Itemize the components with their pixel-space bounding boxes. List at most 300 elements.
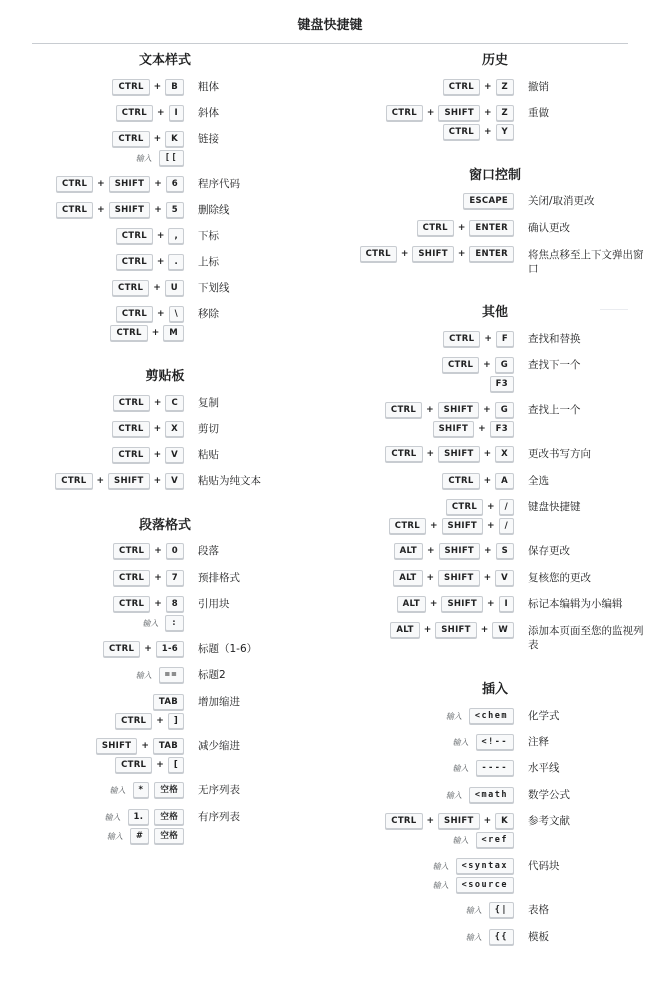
key-sym-keycap: [ — [168, 757, 184, 773]
section-title: 剪贴板 — [145, 369, 185, 384]
key-combination — [55, 473, 184, 489]
shortcut-keys — [103, 641, 184, 657]
key-combination — [385, 402, 514, 418]
shortcut-description: 预排格式 — [198, 572, 240, 584]
key-w-keycap: W — [492, 622, 514, 638]
key-sym-keycap: {| — [489, 902, 514, 918]
key-ctrl-keycap: CTRL — [110, 325, 147, 341]
key-combination — [116, 254, 184, 270]
key-f3-keycap: F3 — [490, 421, 514, 437]
key-sym-keycap: [[ — [159, 150, 184, 166]
key-i-keycap: I — [169, 105, 184, 121]
key-combination — [96, 738, 184, 754]
key-combination — [389, 518, 514, 534]
key-f3-keycap: F3 — [490, 376, 514, 392]
shortcut-description: 复制 — [198, 397, 219, 409]
input-label: 输入 — [109, 785, 126, 795]
key-combination — [113, 543, 184, 559]
shortcut-description: 将焦点移至上下文弹出窗口 — [528, 249, 644, 275]
key-alt-keycap: ALT — [397, 596, 426, 612]
key-shift-keycap: SHIFT — [433, 421, 475, 437]
shortcut-keys — [385, 402, 514, 437]
key-combination — [442, 357, 514, 373]
key-c-keycap: C — [165, 395, 184, 411]
shortcut-description: 重做 — [528, 107, 549, 119]
plus-sign: + — [457, 249, 466, 259]
shortcut-description: 关闭/取消更改 — [528, 195, 595, 207]
shortcut-description: 删除线 — [198, 204, 230, 216]
key-ctrl-keycap: CTRL — [112, 131, 149, 147]
plus-sign: + — [480, 625, 489, 635]
key-shift-keycap: SHIFT — [438, 402, 480, 418]
key-enter-keycap: ENTER — [469, 220, 514, 236]
plus-sign: + — [486, 599, 495, 609]
key-alt-keycap: ALT — [394, 543, 423, 559]
key-shift-keycap: SHIFT — [441, 596, 483, 612]
shortcut-description: 参考文献 — [528, 815, 570, 827]
key-combination — [110, 325, 184, 341]
shortcut-description: 注释 — [528, 736, 549, 748]
key-6-keycap: 6 — [166, 176, 184, 192]
input-sequence — [105, 809, 184, 825]
shortcut-description: 查找下一个 — [528, 359, 581, 371]
plus-sign: + — [96, 476, 105, 486]
shortcut-keys — [110, 306, 184, 341]
key-sym-keycap: * — [133, 782, 150, 798]
shortcut-keys — [453, 734, 514, 750]
shortcut-keys — [442, 357, 514, 392]
key-shift-keycap: SHIFT — [438, 105, 480, 121]
plus-sign: + — [487, 502, 495, 512]
key-shift-keycap: SHIFT — [439, 543, 481, 559]
shortcut-description: 上标 — [198, 256, 219, 268]
input-label: 输入 — [465, 905, 482, 915]
plus-sign: + — [97, 205, 105, 215]
plus-sign: + — [154, 546, 162, 556]
key-shift-keycap: SHIFT — [442, 518, 484, 534]
key-ctrl-keycap: CTRL — [442, 357, 479, 373]
key-5-keycap: 5 — [166, 202, 184, 218]
key-ctrl-keycap: CTRL — [443, 79, 480, 95]
shortcut-keys — [96, 738, 184, 773]
key-ctrl-keycap: CTRL — [103, 641, 140, 657]
shortcut-description: 添加本页面至您的监视列表 — [528, 625, 644, 651]
key-ref-keycap: <ref — [476, 832, 514, 848]
plus-sign: + — [154, 179, 162, 189]
key-ctrl-keycap: CTRL — [417, 220, 454, 236]
shortcut-keys — [443, 331, 514, 347]
shortcut-description: 确认更改 — [528, 222, 570, 234]
key-ctrl-keycap: CTRL — [115, 713, 152, 729]
key-sym-keycap: {{ — [489, 929, 514, 945]
shortcut-keys — [136, 667, 184, 683]
shortcut-keys — [116, 228, 184, 244]
key-ctrl-keycap: CTRL — [385, 813, 422, 829]
plus-sign: + — [483, 127, 492, 137]
key-i-keycap: I — [499, 596, 514, 612]
plus-sign: + — [156, 108, 165, 118]
key-8-keycap: 8 — [166, 596, 184, 612]
key-ctrl-keycap: CTRL — [116, 306, 153, 322]
key-ctrl-keycap: CTRL — [113, 596, 150, 612]
plus-sign: + — [400, 249, 409, 259]
input-label: 输入 — [452, 763, 469, 773]
key-combination — [115, 713, 184, 729]
plus-sign: + — [153, 134, 162, 144]
plus-sign: + — [483, 816, 492, 826]
shortcut-keys — [453, 760, 514, 776]
shortcut-keys — [446, 787, 514, 803]
input-sequence — [136, 150, 184, 166]
shortcut-description: 引用块 — [198, 598, 230, 610]
shortcut-description: 化学式 — [528, 710, 560, 722]
key-alt-keycap: ALT — [390, 622, 419, 638]
key-sym-keycap: ---- — [476, 760, 514, 776]
section-title: 插入 — [481, 682, 508, 697]
shortcut-description: 程序代码 — [198, 178, 240, 190]
key-syntax-keycap: <syntax — [456, 858, 514, 874]
key-ctrl-keycap: CTRL — [385, 446, 422, 462]
plus-sign: + — [153, 424, 162, 434]
key-shift-keycap: SHIFT — [438, 446, 480, 462]
key-shift-keycap: SHIFT — [412, 246, 454, 262]
input-label: 输入 — [432, 861, 449, 871]
key-z-keycap: Z — [496, 79, 514, 95]
key-combination — [113, 395, 184, 411]
shortcut-description: 复核您的更改 — [528, 572, 591, 584]
key-combination — [113, 570, 184, 586]
input-sequence — [446, 787, 514, 803]
key-sym-keycap: # — [130, 828, 149, 844]
shortcut-description: 数学公式 — [528, 789, 570, 801]
key-combination — [56, 202, 184, 218]
input-sequence — [453, 734, 514, 750]
plus-sign: + — [156, 231, 165, 241]
key-combination — [360, 246, 514, 262]
input-sequence — [446, 708, 514, 724]
key-sym-keycap: . — [168, 254, 184, 270]
input-label: 输入 — [432, 880, 449, 890]
key-ctrl-keycap: CTRL — [112, 421, 149, 437]
plus-sign: + — [483, 573, 492, 583]
plus-sign: + — [483, 82, 492, 92]
shortcut-description: 查找和替换 — [528, 333, 581, 345]
shortcut-description: 代码块 — [528, 860, 560, 872]
shortcut-keys — [55, 473, 184, 489]
key-a-keycap: A — [495, 473, 514, 489]
plus-sign: + — [426, 573, 435, 583]
shortcut-keys — [115, 694, 184, 729]
key-combination — [443, 124, 514, 140]
key-sym-keycap: \ — [169, 306, 184, 322]
plus-sign: + — [153, 82, 162, 92]
plus-sign: + — [156, 760, 164, 770]
plus-sign: + — [487, 521, 495, 531]
shortcut-keys — [112, 421, 184, 437]
decor-line — [600, 309, 628, 310]
shortcut-description: 键盘快捷键 — [528, 501, 581, 513]
key-ctrl-keycap: CTRL — [56, 176, 93, 192]
input-label: 输入 — [104, 812, 121, 822]
input-sequence — [433, 877, 514, 893]
shortcut-description: 模板 — [528, 931, 549, 943]
key-combination — [116, 228, 184, 244]
key-ctrl-keycap: CTRL — [116, 254, 153, 270]
plus-sign: + — [154, 205, 162, 215]
plus-sign: + — [426, 108, 435, 118]
key-sym-keycap: : — [165, 615, 184, 631]
key-k-keycap: K — [165, 131, 184, 147]
input-label: 输入 — [452, 737, 469, 747]
shortcut-keys — [112, 280, 184, 296]
key-combination — [417, 220, 514, 236]
shortcut-keys — [433, 858, 514, 893]
key-ctrl-keycap: CTRL — [442, 473, 479, 489]
plus-sign: + — [483, 449, 492, 459]
key-x-keycap: X — [165, 421, 184, 437]
key-shift-keycap: SHIFT — [109, 202, 151, 218]
plus-sign: + — [457, 223, 466, 233]
key-combination — [443, 79, 514, 95]
key-sym-keycap: / — [499, 518, 514, 534]
shortcut-keys — [112, 79, 184, 95]
shortcut-description: 有序列表 — [198, 811, 240, 823]
key-combination — [393, 570, 514, 586]
key-ctrl-keycap: CTRL — [386, 105, 423, 121]
plus-sign: + — [154, 599, 162, 609]
key-escape-keycap: ESCAPE — [463, 193, 514, 209]
input-sequence — [453, 832, 514, 848]
input-sequence — [110, 782, 184, 798]
shortcut-keys — [116, 105, 184, 121]
key-ctrl-keycap: CTRL — [389, 518, 426, 534]
key-ctrl-keycap: CTRL — [116, 228, 153, 244]
plus-sign: + — [144, 644, 152, 654]
key-combination — [397, 596, 514, 612]
shortcut-keys — [112, 447, 184, 463]
shortcut-keys — [417, 220, 514, 236]
shortcut-keys — [113, 596, 184, 631]
plus-sign: + — [151, 328, 160, 338]
plus-sign: + — [484, 334, 492, 344]
shortcut-keys — [446, 708, 514, 724]
shortcut-keys — [110, 782, 184, 798]
plus-sign: + — [483, 108, 492, 118]
plus-sign: + — [426, 405, 434, 415]
shortcut-description: 保存更改 — [528, 545, 570, 557]
shortcut-description: 下标 — [198, 230, 219, 242]
key-y-keycap: Y — [496, 124, 514, 140]
key-combination — [443, 331, 514, 347]
input-sequence — [142, 615, 184, 631]
key-b-keycap: B — [165, 79, 184, 95]
shortcut-keys — [385, 813, 514, 848]
key-combination — [112, 421, 184, 437]
key-f-keycap: F — [496, 331, 514, 347]
input-sequence — [466, 929, 514, 945]
input-label: 输入 — [106, 831, 123, 841]
key-combination — [56, 176, 184, 192]
plus-sign: + — [483, 405, 491, 415]
key-combination — [153, 694, 184, 710]
shortcut-description: 全选 — [528, 475, 549, 487]
key-1-6-keycap: 1-6 — [156, 641, 184, 657]
key-shift-keycap: SHIFT — [438, 570, 480, 586]
shortcut-keys — [443, 79, 514, 95]
plus-sign: + — [153, 283, 161, 293]
shortcut-keys — [389, 499, 514, 534]
key-combination — [116, 306, 184, 322]
shortcut-description: 斜体 — [198, 107, 219, 119]
section-title: 段落格式 — [138, 518, 191, 533]
shortcut-description: 粘贴 — [198, 449, 219, 461]
input-label: 输入 — [452, 835, 469, 845]
key-s-keycap: S — [496, 543, 514, 559]
shortcut-keys — [56, 176, 184, 192]
key-enter-keycap: ENTER — [469, 246, 514, 262]
key-shift-keycap: SHIFT — [109, 176, 151, 192]
key-ctrl-keycap: CTRL — [56, 202, 93, 218]
input-label: 输入 — [445, 711, 462, 721]
key-combination — [113, 596, 184, 612]
plus-sign: + — [153, 450, 162, 460]
plus-sign: + — [157, 309, 165, 319]
plus-sign: + — [429, 521, 438, 531]
key-tab-keycap: TAB — [153, 694, 184, 710]
shortcut-description: 减少缩进 — [198, 740, 240, 752]
section-title: 其他 — [481, 305, 508, 320]
key-tab-keycap: TAB — [153, 738, 184, 754]
key-sym-keycap: 空格 — [154, 828, 184, 844]
key-ctrl-keycap: CTRL — [112, 280, 149, 296]
key-sym-keycap: <!-- — [476, 734, 514, 750]
plus-sign: + — [141, 741, 149, 751]
plus-sign: + — [483, 360, 491, 370]
key-ctrl-keycap: CTRL — [385, 402, 422, 418]
plus-sign: + — [156, 716, 164, 726]
shortcut-description: 段落 — [198, 545, 219, 557]
key-ctrl-keycap: CTRL — [112, 447, 149, 463]
shortcut-description: 标记本编辑为小编辑 — [528, 598, 623, 610]
title-divider — [32, 43, 628, 44]
shortcut-description: 剪切 — [198, 423, 219, 435]
key-sym-keycap: , — [168, 228, 184, 244]
plus-sign: + — [426, 449, 435, 459]
shortcut-keys — [466, 902, 514, 918]
shortcut-keys — [442, 473, 514, 489]
plus-sign: + — [97, 179, 105, 189]
key-combination — [112, 79, 184, 95]
key-ctrl-keycap: CTRL — [113, 395, 150, 411]
key-shift-keycap: SHIFT — [96, 738, 138, 754]
plus-sign: + — [153, 398, 162, 408]
shortcut-description: 无序列表 — [198, 784, 240, 796]
shortcut-description: 标题（1-6） — [198, 643, 258, 655]
key-ctrl-keycap: CTRL — [112, 79, 149, 95]
plus-sign: + — [156, 257, 165, 267]
key-ctrl-keycap: CTRL — [446, 499, 483, 515]
shortcut-keys — [112, 131, 184, 166]
shortcut-description: 增加缩进 — [198, 696, 240, 708]
key-combination — [116, 105, 184, 121]
key-ctrl-keycap: CTRL — [116, 105, 153, 121]
key-shift-keycap: SHIFT — [438, 813, 480, 829]
plus-sign: + — [153, 476, 162, 486]
key-source-keycap: <source — [456, 877, 514, 893]
shortcut-keys — [105, 809, 184, 844]
key-m-keycap: M — [163, 325, 184, 341]
key-combination — [385, 813, 514, 829]
shortcut-description: 移除 — [198, 308, 219, 320]
key-combination — [112, 131, 184, 147]
key-v-keycap: V — [165, 473, 184, 489]
input-label: 输入 — [142, 618, 159, 628]
key-shift-keycap: SHIFT — [435, 622, 477, 638]
key-math-keycap: <math — [469, 787, 514, 803]
key-7-keycap: 7 — [166, 570, 184, 586]
key-g-keycap: G — [495, 357, 514, 373]
key-ctrl-keycap: CTRL — [115, 757, 152, 773]
key-sym-keycap: / — [499, 499, 514, 515]
key-v-keycap: V — [495, 570, 514, 586]
plus-sign: + — [154, 573, 162, 583]
key-shift-keycap: SHIFT — [108, 473, 150, 489]
shortcut-keys — [113, 570, 184, 586]
key-combination — [490, 376, 514, 392]
key-combination — [386, 105, 514, 121]
key-1-keycap: 1. — [128, 809, 150, 825]
shortcut-keys — [385, 446, 514, 462]
key-ctrl-keycap: CTRL — [443, 124, 480, 140]
key-alt-keycap: ALT — [393, 570, 422, 586]
key-ctrl-keycap: CTRL — [360, 246, 397, 262]
plus-sign: + — [426, 546, 435, 556]
input-sequence — [433, 858, 514, 874]
input-label: 输入 — [445, 790, 462, 800]
key-sym-keycap: == — [159, 667, 184, 683]
input-sequence — [136, 667, 184, 683]
shortcut-keys — [113, 395, 184, 411]
shortcut-keys — [466, 929, 514, 945]
shortcut-keys — [360, 246, 514, 262]
section-title: 文本样式 — [138, 53, 191, 68]
shortcut-description: 水平线 — [528, 762, 560, 774]
key-ctrl-keycap: CTRL — [55, 473, 92, 489]
input-label: 输入 — [465, 932, 482, 942]
shortcut-description: 链接 — [198, 133, 219, 145]
key-chem-keycap: <chem — [469, 708, 514, 724]
key-x-keycap: X — [495, 446, 514, 462]
key-0-keycap: 0 — [166, 543, 184, 559]
shortcut-keys — [394, 543, 514, 559]
shortcut-keys — [113, 543, 184, 559]
shortcut-keys — [390, 622, 514, 638]
shortcut-description: 下划线 — [198, 282, 230, 294]
shortcut-description: 更改书写方向 — [528, 448, 591, 460]
key-k-keycap: K — [495, 813, 514, 829]
shortcut-keys — [116, 254, 184, 270]
plus-sign: + — [484, 546, 492, 556]
key-z-keycap: Z — [496, 105, 514, 121]
dialog-title: 键盘快捷键 — [297, 18, 363, 33]
key-combination — [385, 446, 514, 462]
shortcut-description: 查找上一个 — [528, 404, 581, 416]
shortcut-description: 粗体 — [198, 81, 219, 93]
input-sequence — [466, 902, 514, 918]
key-ctrl-keycap: CTRL — [113, 570, 150, 586]
key-u-keycap: U — [165, 280, 184, 296]
key-combination — [112, 447, 184, 463]
